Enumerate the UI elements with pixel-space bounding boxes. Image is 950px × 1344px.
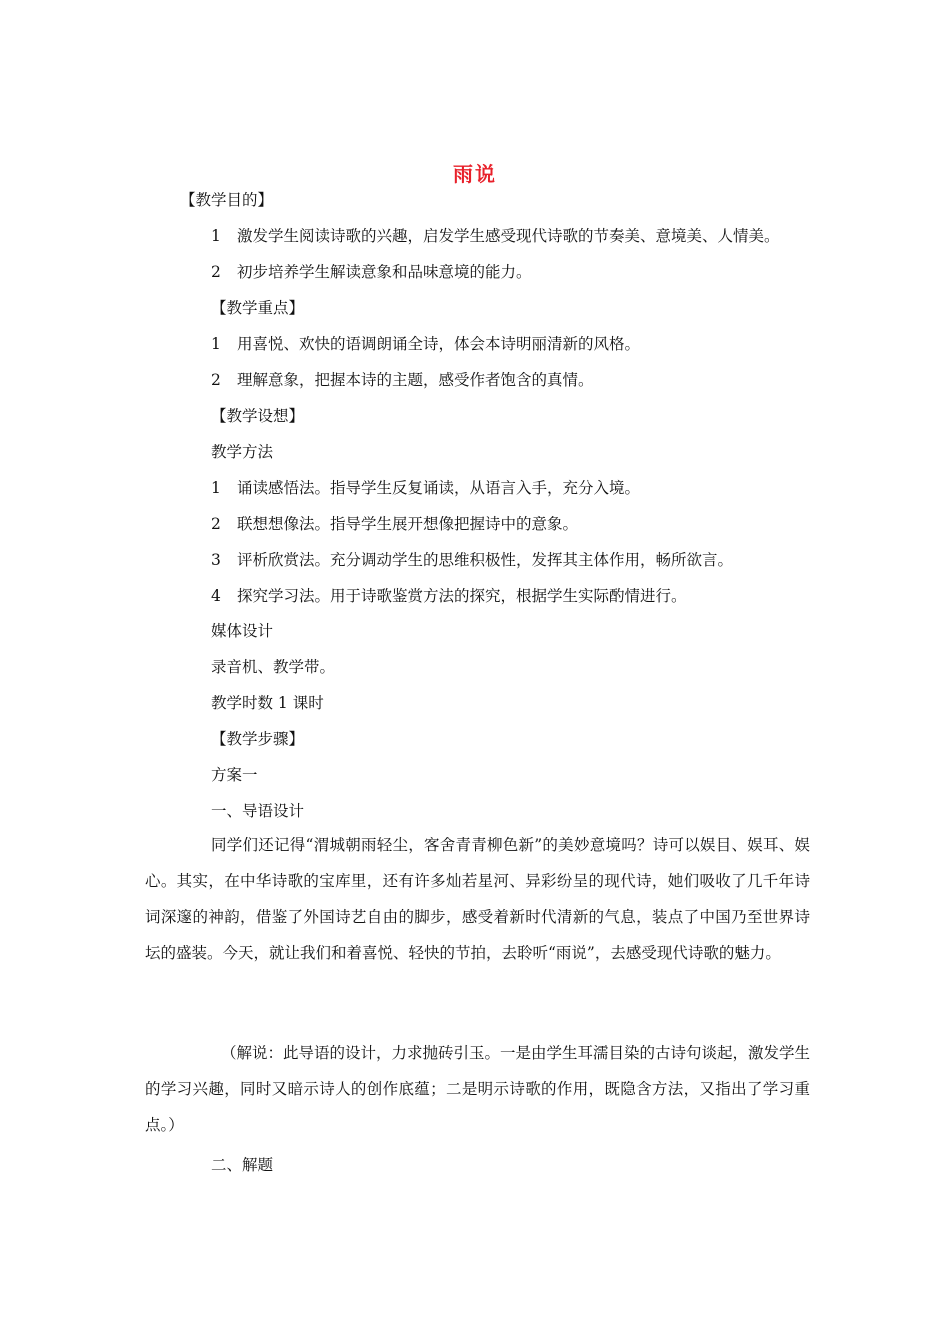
document-title: 雨说: [453, 162, 497, 186]
item-number: 1: [211, 227, 221, 245]
item-number: 4: [211, 587, 221, 605]
plan-label: 方案一: [211, 766, 258, 784]
item-number: 2: [211, 263, 221, 281]
methods-heading: 教学方法: [211, 443, 274, 461]
item-number: 1: [211, 335, 221, 353]
media-heading: 媒体设计: [211, 622, 274, 640]
media-text: 录音机、教学带。: [211, 658, 336, 676]
hours-text: 教学时数 1 课时: [211, 694, 324, 712]
key-points-heading: 【教学重点】: [211, 299, 305, 317]
objective-item: [211, 262, 532, 282]
objective-item: [211, 226, 780, 246]
note-paragraph: （解说：此导语的设计，力求抛砖引玉。一是由学生耳濡目染的古诗句谈起，激发学生的学习兴趣，同时又暗示诗人的创作底蕴；二是明示诗歌的作用，既隐含方法，又指出了学习重点。）: [145, 1044, 811, 1134]
step-two-heading: 二、解题: [211, 1156, 274, 1174]
method-item: [211, 586, 687, 606]
key-point-item: [211, 334, 640, 354]
item-number: 3: [211, 551, 221, 569]
item-text: 诵读感悟法。指导学生反复诵读，从语言入手，充分入境。: [237, 479, 641, 497]
item-text: 联想想像法。指导学生展开想像把握诗中的意象。: [237, 515, 579, 533]
objectives-heading: 【教学目的】: [180, 191, 274, 209]
item-text: 理解意象，把握本诗的主题，感受作者饱含的真情。: [237, 371, 594, 389]
item-number: 2: [211, 515, 221, 533]
item-text: 用喜悦、欢快的语调朗诵全诗，体会本诗明丽清新的风格。: [237, 335, 641, 353]
item-text: 评析欣赏法。充分调动学生的思维积极性，发挥其主体作用，畅所欲言。: [237, 551, 734, 569]
design-heading: 【教学设想】: [211, 407, 305, 425]
item-text: 激发学生阅读诗歌的兴趣，启发学生感受现代诗歌的节奏美、意境美、人情美。: [237, 227, 780, 245]
steps-heading: 【教学步骤】: [211, 730, 305, 748]
key-point-item: [211, 370, 594, 390]
method-item: [211, 478, 640, 498]
item-text: 初步培养学生解读意象和品味意境的能力。: [237, 263, 532, 281]
method-item: [211, 550, 733, 570]
item-text: 探究学习法。用于诗歌鉴赏方法的探究，根据学生实际酌情进行。: [237, 587, 687, 605]
item-number: 2: [211, 371, 221, 389]
intro-paragraph: 同学们还记得“渭城朝雨轻尘，客舍青青柳色新”的美妙意境吗？诗可以娱目、娱耳、娱心。其实，在中华诗歌的宝库里，还有许多灿若星河、异彩纷呈的现代诗，她们吸收了几千年诗词深邃的神韵，借鉴了外国诗艺自由的脚步，感受着新时代清新的气息，装点了中国乃至世界诗坛的盛装。今天，就让我们和着喜悦、轻快的节拍，去聆听“雨说”，去感受现代诗歌的魅力。: [145, 836, 810, 962]
item-number: 1: [211, 479, 221, 497]
method-item: [211, 514, 578, 534]
step-one-heading: 一、导语设计: [211, 802, 305, 820]
